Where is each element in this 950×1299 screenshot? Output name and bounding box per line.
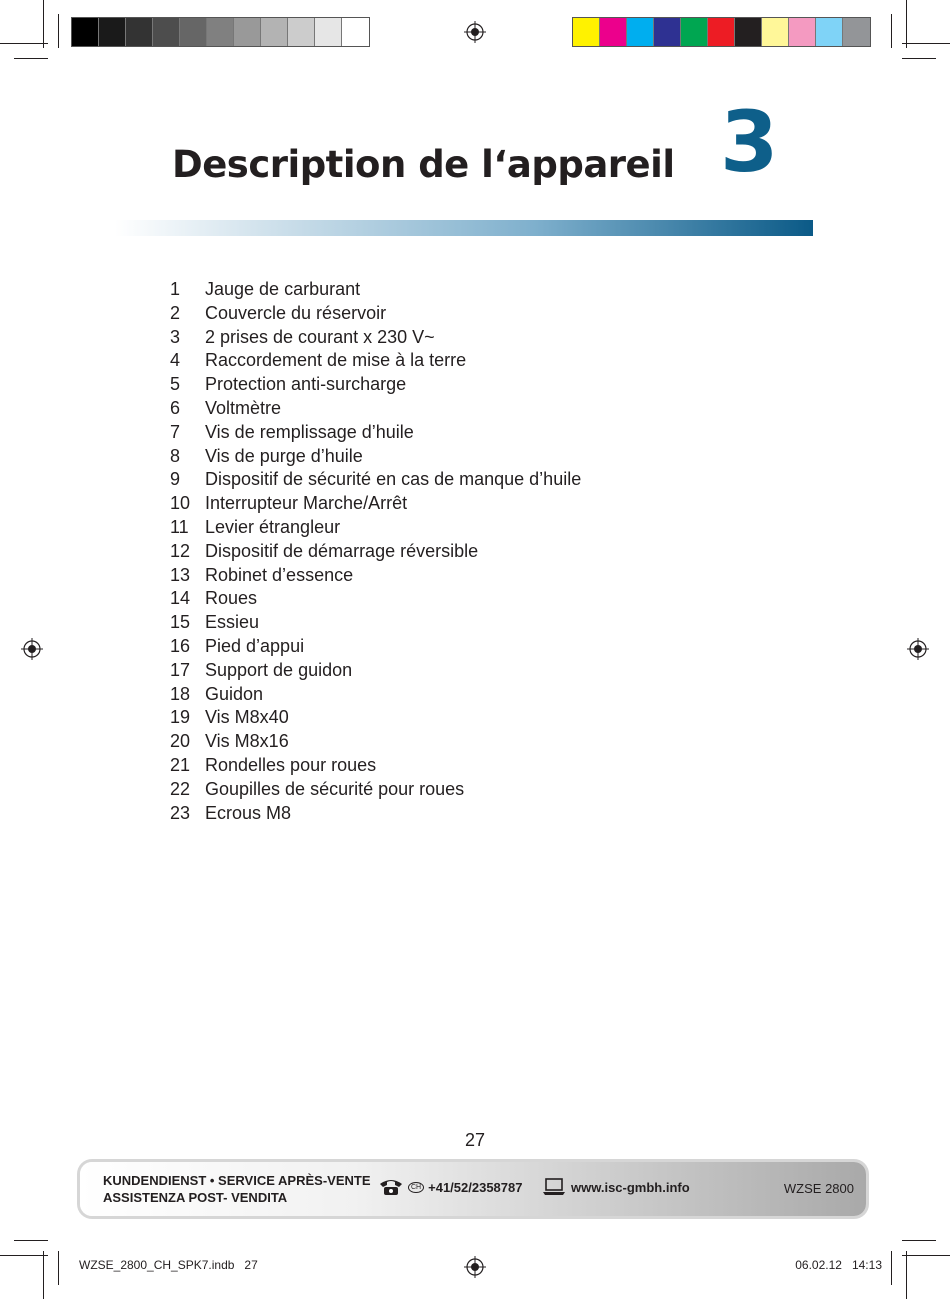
list-item: [170, 635, 581, 659]
chapter-number: 3: [720, 93, 779, 191]
part-number: 8: [170, 445, 181, 466]
part-label: Pied d’appui: [205, 635, 305, 656]
list-item: [170, 397, 581, 421]
part-label: 2 prises de courant x 230 V~: [205, 326, 435, 347]
part-label: Vis M8x16: [205, 731, 289, 752]
list-item: [170, 278, 581, 302]
list-item: [170, 754, 581, 778]
registration-mark-icon: [464, 21, 486, 43]
crop-mark: [0, 43, 48, 44]
part-label: Vis de remplissage d’huile: [205, 421, 414, 442]
color-swatch: [735, 18, 762, 46]
color-swatch: [126, 18, 153, 46]
list-item: [170, 302, 581, 326]
color-swatch: [315, 18, 342, 46]
part-number: 17: [170, 659, 191, 680]
color-swatch: [654, 18, 681, 46]
part-label: Roues: [205, 588, 258, 609]
crop-mark: [906, 1251, 907, 1299]
list-item: [170, 683, 581, 707]
part-number: 10: [170, 493, 191, 514]
part-number: 6: [170, 397, 181, 418]
part-label: Dispositif de démarrage réversible: [205, 540, 479, 561]
crop-mark: [43, 0, 44, 48]
registration-mark-icon: [464, 1256, 486, 1278]
page-title: Description de l‘appareil: [172, 143, 675, 186]
color-swatch: [153, 18, 180, 46]
list-item: [170, 373, 581, 397]
part-number: 22: [170, 778, 191, 799]
crop-mark: [58, 1251, 59, 1285]
part-number: 15: [170, 612, 191, 633]
part-number: 21: [170, 754, 191, 775]
list-item: [170, 730, 581, 754]
color-swatch: [573, 18, 600, 46]
part-number: 16: [170, 635, 191, 656]
crop-mark: [906, 0, 907, 48]
part-number: 23: [170, 802, 191, 823]
crop-mark: [14, 58, 48, 59]
crop-mark: [0, 1255, 48, 1256]
list-item: [170, 587, 581, 611]
service-line-2: ASSISTENZA POST- VENDITA: [103, 1190, 288, 1205]
list-item: [170, 540, 581, 564]
color-swatch: [99, 18, 126, 46]
list-item: [170, 421, 581, 445]
part-number: 18: [170, 683, 191, 704]
crop-mark: [891, 1251, 892, 1285]
crop-mark: [43, 1251, 44, 1299]
list-item: [170, 445, 581, 469]
list-item: [170, 802, 581, 826]
list-item: [170, 778, 581, 802]
part-label: Couvercle du réservoir: [205, 302, 387, 323]
color-swatch: [789, 18, 816, 46]
service-line-1: KUNDENDIENST • SERVICE APRÈS-VENTE: [103, 1173, 371, 1188]
list-item: [170, 326, 581, 350]
crop-mark: [902, 1240, 936, 1241]
service-footer: [80, 1162, 866, 1216]
part-number: 11: [170, 516, 189, 537]
part-label: Robinet d’essence: [205, 564, 354, 585]
list-item: [170, 706, 581, 730]
color-swatch: [681, 18, 708, 46]
color-swatch: [762, 18, 789, 46]
list-item: [170, 611, 581, 635]
crop-mark: [891, 14, 892, 48]
color-swatch: [261, 18, 288, 46]
parts-list: [170, 278, 581, 825]
list-item: [170, 468, 581, 492]
list-item: [170, 349, 581, 373]
list-item: [170, 564, 581, 588]
part-number: 2: [170, 302, 181, 323]
color-swatch: [708, 18, 735, 46]
slug-filename: WZSE_2800_CH_SPK7.indb 27: [79, 1258, 258, 1272]
part-number: 13: [170, 564, 191, 585]
crop-mark: [902, 43, 950, 44]
color-swatch: [342, 18, 369, 46]
part-number: 7: [170, 421, 181, 442]
slug-datetime: 06.02.12 14:13: [795, 1258, 882, 1272]
part-label: Vis de purge d’huile: [205, 445, 363, 466]
model-name: WZSE 2800: [783, 1181, 854, 1196]
part-label: Rondelles pour roues: [205, 754, 377, 775]
list-item: [170, 659, 581, 683]
color-swatch: [207, 18, 234, 46]
page-number: 27: [464, 1130, 486, 1150]
color-swatch: [234, 18, 261, 46]
header-gradient-bar: [115, 220, 813, 236]
website-block: [542, 1178, 690, 1196]
part-number: 9: [170, 469, 181, 490]
part-label: Interrupteur Marche/Arrêt: [205, 493, 408, 514]
phone-number[interactable]: +41/52/2358787: [428, 1179, 523, 1195]
phone-block: [378, 1178, 522, 1196]
country-badge: CH: [408, 1182, 424, 1193]
part-label: Dispositif de sécurité en cas de manque d’huile: [205, 469, 582, 490]
website-link[interactable]: www.isc-gmbh.info: [571, 1179, 690, 1195]
part-number: 4: [170, 350, 181, 371]
part-label: Vis M8x40: [205, 707, 289, 728]
part-label: Protection anti-surcharge: [205, 374, 407, 395]
part-label: Ecrous M8: [205, 802, 292, 823]
part-number: 3: [170, 326, 181, 347]
registration-mark-icon: [21, 638, 43, 660]
laptop-icon: [542, 1178, 566, 1196]
color-swatch: [816, 18, 843, 46]
part-label: Raccordement de mise à la terre: [205, 350, 467, 371]
color-calibration-bar: [572, 17, 871, 47]
part-number: 19: [170, 707, 191, 728]
color-swatch: [600, 18, 627, 46]
list-item: [170, 492, 581, 516]
part-label: Levier étrangleur: [205, 516, 341, 537]
part-label: Goupilles de sécurité pour roues: [205, 778, 465, 799]
color-swatch: [180, 18, 207, 46]
crop-mark: [902, 1255, 950, 1256]
color-swatch: [627, 18, 654, 46]
part-number: 14: [170, 588, 191, 609]
crop-mark: [902, 58, 936, 59]
part-label: Guidon: [205, 683, 264, 704]
color-swatch: [72, 18, 99, 46]
crop-mark: [14, 1240, 48, 1241]
part-number: 5: [170, 374, 181, 395]
color-swatch: [843, 18, 870, 46]
color-swatch: [288, 18, 315, 46]
part-number: 20: [170, 731, 191, 752]
service-label: [103, 1172, 370, 1206]
gray-calibration-bar: [71, 17, 370, 47]
part-label: Voltmètre: [205, 397, 282, 418]
part-number: 12: [170, 540, 191, 561]
part-label: Support de guidon: [205, 659, 353, 680]
part-label: Essieu: [205, 612, 260, 633]
part-number: 1: [170, 279, 181, 299]
registration-mark-icon: [907, 638, 929, 660]
crop-mark: [58, 14, 59, 48]
part-label: Jauge de carburant: [205, 279, 361, 299]
list-item: [170, 516, 581, 540]
telephone-icon: [378, 1178, 404, 1196]
